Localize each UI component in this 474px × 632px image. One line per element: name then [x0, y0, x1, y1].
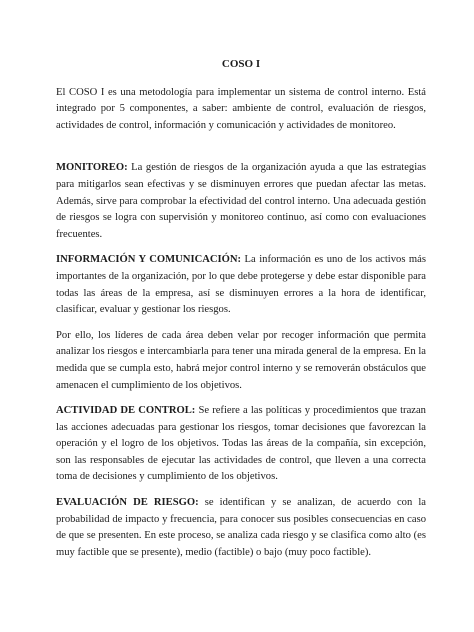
informacion-heading: INFORMACIÓN Y COMUNICACIÓN: [56, 254, 242, 266]
actividad-text: Se refiere a las políticas y procedimientos que trazan las acciones adecuadas para gestionar los riesgos, tomar decisiones que favorezcan la operación y el logro de los objetivos. Todas las áreas de la compañía, sin excepción, son las responsables de ejecutar las actividades de control, que lleven a una correcta toma de decisiones y cumplimiento de los objetivos. [56, 405, 426, 483]
informacion-text: La información es uno de los activos más importantes de la organización, por lo que debe protegerse y debe estar disponible para todas las áreas de la empresa, así se disminuyen errores a la hora de identificar, clasificar, evaluar y gestionar los riesgos. [56, 254, 426, 316]
evaluacion-text: se identifican y se analizan, de acuerdo con la probabilidad de impacto y frecuencia, para conocer sus posibles consecuencias en caso de que se presenten. En este proceso, se analiza cada riesgo y se clasifica como alto (es muy factible que se presente), medio (factible) o bajo (muy poco factible). [56, 497, 426, 558]
monitoreo-heading: MONITOREO: [56, 162, 128, 174]
lideres-paragraph: Por ello, los líderes de cada área deben velar por recoger información que permita analizar los riesgos e intercambiarla para tener una mirada general de la empresa. En la medida que se cumpla esto, habrá mejor control interno y se removerán obstáculos que amenacen el cumplimiento de los objetivos. [56, 329, 426, 391]
intro-paragraph: El COSO I es una metodología para implementar un sistema de control interno. Está integrado por 5 componentes, a saber: ambiente de control, evaluación de riesgos, actividades de control, información y comunicación y actividades de monitoreo. [56, 86, 426, 131]
evaluacion-heading: EVALUACIÓN DE RIESGO: [56, 497, 199, 509]
page-title: COSO I [221, 58, 261, 70]
monitoreo-text: La gestión de riesgos de la organización ayuda a que las estrategias para mitigarlos sean efectivas y se disminuyen errores que puedan afectar las metas. Además, sirve para comprobar la efectividad del control interno. Una adecuada gestión de riesgos se logra con supervisión y monitoreo continuo, así como con evaluaciones frecuentes. [56, 162, 426, 240]
evaluacion-paragraph [56, 495, 426, 561]
actividad-heading: ACTIVIDAD DE CONTROL: [56, 405, 196, 417]
informacion-paragraph [56, 252, 426, 318]
monitoreo-paragraph [56, 160, 426, 243]
actividad-paragraph [56, 403, 426, 486]
